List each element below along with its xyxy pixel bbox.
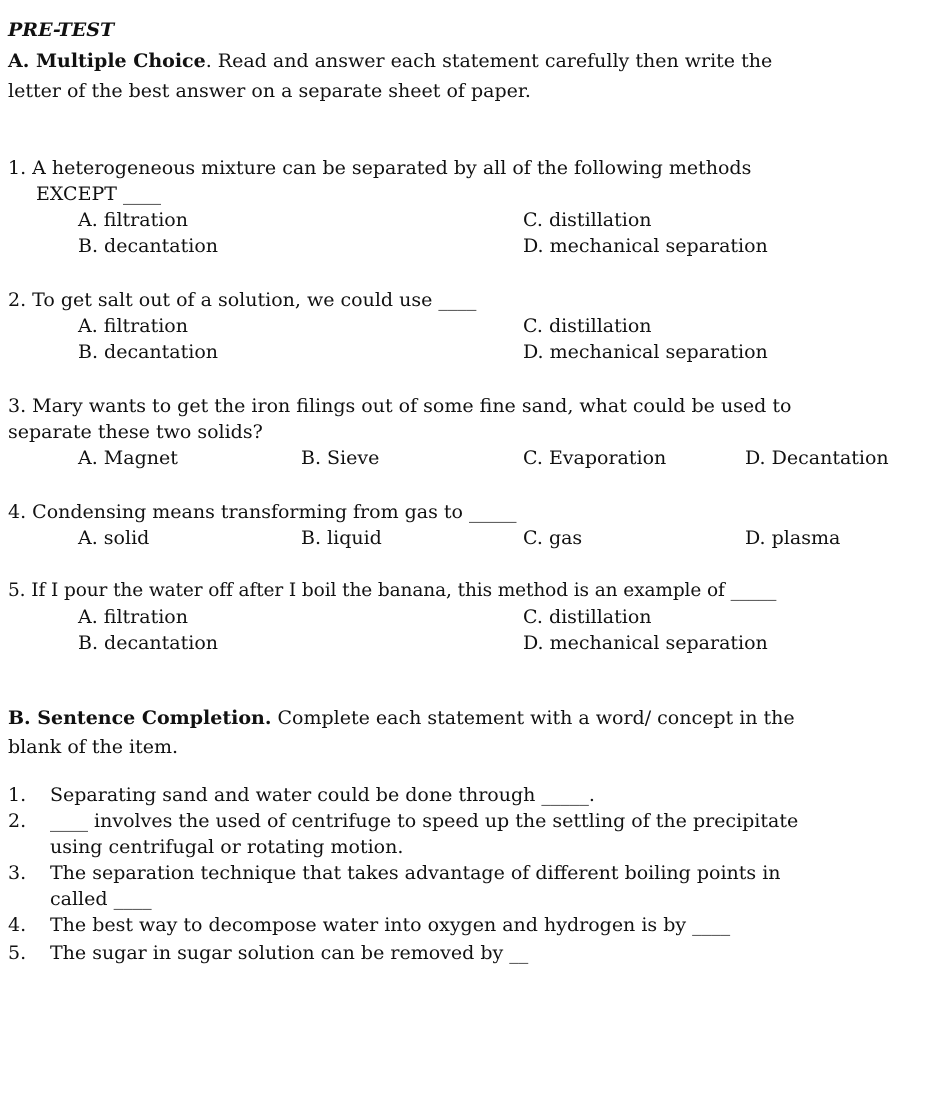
question-4-option-b: B. liquid [301, 527, 382, 549]
question-5-option-c: C. distillation [523, 606, 652, 628]
question-1-stem: 1. A heterogeneous mixture can be separated by all of the following methods [8, 157, 752, 179]
question-1-stem-line2: EXCEPT ____ [36, 183, 161, 205]
question-3-option-d: D. Decantation [745, 447, 889, 469]
question-1-option-d: D. mechanical separation [523, 235, 768, 257]
item-number: 5. [8, 942, 27, 964]
question-1-option-b: B. decantation [78, 235, 219, 257]
section-b-instruction-text: Complete each statement with a word/ concept in the [271, 707, 795, 729]
sentence-item-1: Separating sand and water could be done through _____. [50, 784, 595, 806]
sentence-item-5: The sugar in sugar solution can be removed by __ [50, 942, 529, 964]
question-4-option-d: D. plasma [745, 527, 841, 549]
question-4-option-a: A. solid [78, 527, 150, 549]
question-2-stem: 2. To get salt out of a solution, we could use ____ [8, 289, 477, 311]
question-3-option-a: A. Magnet [78, 447, 178, 469]
question-2-option-a: A. filtration [78, 315, 188, 337]
question-2-option-d: D. mechanical separation [523, 341, 768, 363]
section-b-label: B. Sentence Completion. [8, 707, 272, 729]
item-number: 1. [8, 784, 27, 806]
question-1-option-c: C. distillation [523, 209, 652, 231]
item-number: 3. [8, 862, 27, 884]
question-3-stem-line2: separate these two solids? [8, 421, 263, 443]
question-5-stem: 5. If I pour the water off after I boil the banana, this method is an example of _____ [8, 580, 777, 601]
sentence-item-4: The best way to decompose water into oxygen and hydrogen is by ____ [50, 914, 731, 936]
question-3-option-b: B. Sieve [301, 447, 380, 469]
item-number: 2. [8, 810, 27, 832]
section-a-instruction-text: . Read and answer each statement carefully then write the [205, 50, 773, 72]
question-5-option-d: D. mechanical separation [523, 632, 768, 654]
page-title: PRE-TEST [8, 19, 115, 41]
question-2-option-b: B. decantation [78, 341, 219, 363]
question-3-stem: 3. Mary wants to get the iron filings out of some fine sand, what could be used to [8, 395, 792, 417]
question-3-option-c: C. Evaporation [523, 447, 667, 469]
sentence-item-2-line2: using centrifugal or rotating motion. [50, 836, 404, 858]
question-4-stem: 4. Condensing means transforming from gas to _____ [8, 501, 517, 523]
sentence-item-3-line2: called ____ [50, 888, 152, 910]
section-a-label: A. Multiple Choice [8, 50, 206, 72]
question-2-option-c: C. distillation [523, 315, 652, 337]
item-number: 4. [8, 914, 27, 936]
section-b-instruction-line2: blank of the item. [8, 736, 179, 758]
sentence-item-3: The separation technique that takes advantage of different boiling points in [50, 862, 781, 884]
section-a-instruction-line2: letter of the best answer on a separate sheet of paper. [8, 80, 531, 102]
question-4-option-c: C. gas [523, 527, 583, 549]
section-a-instruction [8, 48, 772, 74]
question-5-option-a: A. filtration [78, 606, 188, 628]
question-1-option-a: A. filtration [78, 209, 188, 231]
section-b-instruction [8, 705, 795, 731]
question-5-option-b: B. decantation [78, 632, 219, 654]
sentence-item-2: ____ involves the used of centrifuge to speed up the settling of the precipitate [50, 810, 799, 832]
